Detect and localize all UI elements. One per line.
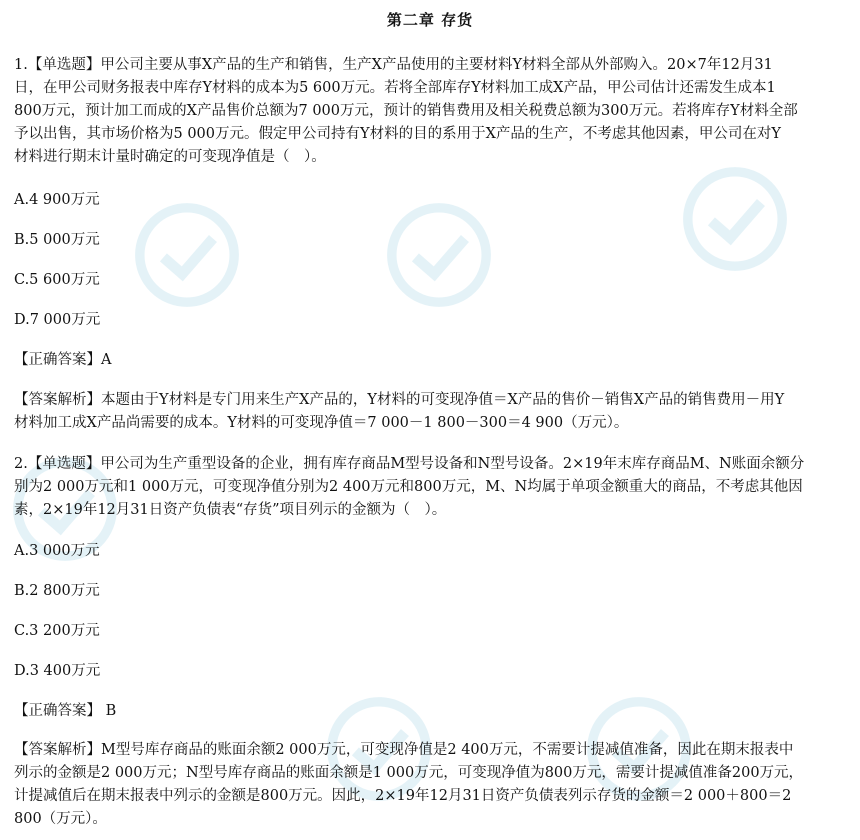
watermark-logo-icon	[380, 196, 498, 314]
question-1-option-a: A.4 900万元	[14, 192, 100, 208]
stem-line: 材料进行期末计量时确定的可变现净值是（ ）。	[14, 149, 326, 165]
analysis-line: 800（万元）。	[14, 811, 107, 827]
stem-line: 别为2 000万元和1 000万元，可变现净值分别为2 400万元和800万元，M、N均属于单项金额重大的商品，不考虑其他因	[14, 479, 803, 495]
question-2-option-c: C.3 200万元	[14, 623, 100, 639]
watermark-logo-icon	[128, 196, 246, 314]
stem-line: 800万元，预计加工而成的X产品售价总额为7 000万元，预计的销售费用及相关税费总额为300万元。若将库存Y材料全部	[14, 103, 798, 119]
analysis-line: 计提减值后在期末报表中列示的金额是800万元。因此，2×19年12月31日资产负债表列示存货的金额＝2 000＋800＝2	[14, 788, 792, 804]
question-1-option-d: D.7 000万元	[14, 312, 101, 328]
analysis-line: 【答案解析】M型号库存商品的账面余额2 000万元，可变现净值是2 400万元，不需要计提减值准备，因此在期末报表中	[14, 742, 794, 758]
question-2-option-a: A.3 000万元	[14, 543, 100, 559]
stem-line: 予以出售，其市场价格为5 000万元。假定甲公司持有Y材料的目的系用于X产品的生产，不考虑其他因素，甲公司在对Y	[14, 126, 781, 142]
question-1-option-c: C.5 600万元	[14, 272, 100, 288]
watermark-logo-icon	[676, 160, 794, 278]
stem-line: 素，2×19年12月31日资产负债表“存货”项目列示的金额为（ ）。	[14, 502, 447, 518]
question-1-answer: 【正确答案】A	[14, 352, 112, 368]
question-2-stem	[14, 453, 854, 522]
stem-line: 日，在甲公司财务报表中库存Y材料的成本为5 600万元。若将全部库存Y材料加工成X产品，甲公司估计还需发生成本1	[14, 80, 776, 96]
question-1-analysis	[14, 389, 854, 435]
question-1-stem	[14, 54, 854, 169]
chapter-title: 第二章 存货	[386, 11, 474, 29]
analysis-line: 列示的金额是2 000万元；N型号库存商品的账面余额是1 000万元，可变现净值为800万元，需要计提减值准备200万元，	[14, 765, 804, 781]
question-2-answer: 【正确答案】 B	[14, 703, 117, 719]
analysis-line: 材料加工成X产品尚需要的成本。Y材料的可变现净值＝7 000－1 800－300＝4 900（万元）。	[14, 415, 629, 431]
question-2-analysis	[14, 739, 854, 831]
question-2-option-b: B.2 800万元	[14, 583, 100, 599]
stem-line: 1.【单选题】甲公司主要从事X产品的生产和销售，生产X产品使用的主要材料Y材料全部从外部购入。20×7年12月31	[14, 57, 773, 73]
question-1-option-b: B.5 000万元	[14, 232, 100, 248]
question-2-option-d: D.3 400万元	[14, 663, 101, 679]
analysis-line: 【答案解析】本题由于Y材料是专门用来生产X产品的，Y材料的可变现净值＝X产品的售价－销售X产品的销售费用－用Y	[14, 392, 785, 408]
stem-line: 2.【单选题】甲公司为生产重型设备的企业，拥有库存商品M型号设备和N型号设备。2×19年末库存商品M、N账面余额分	[14, 456, 805, 472]
